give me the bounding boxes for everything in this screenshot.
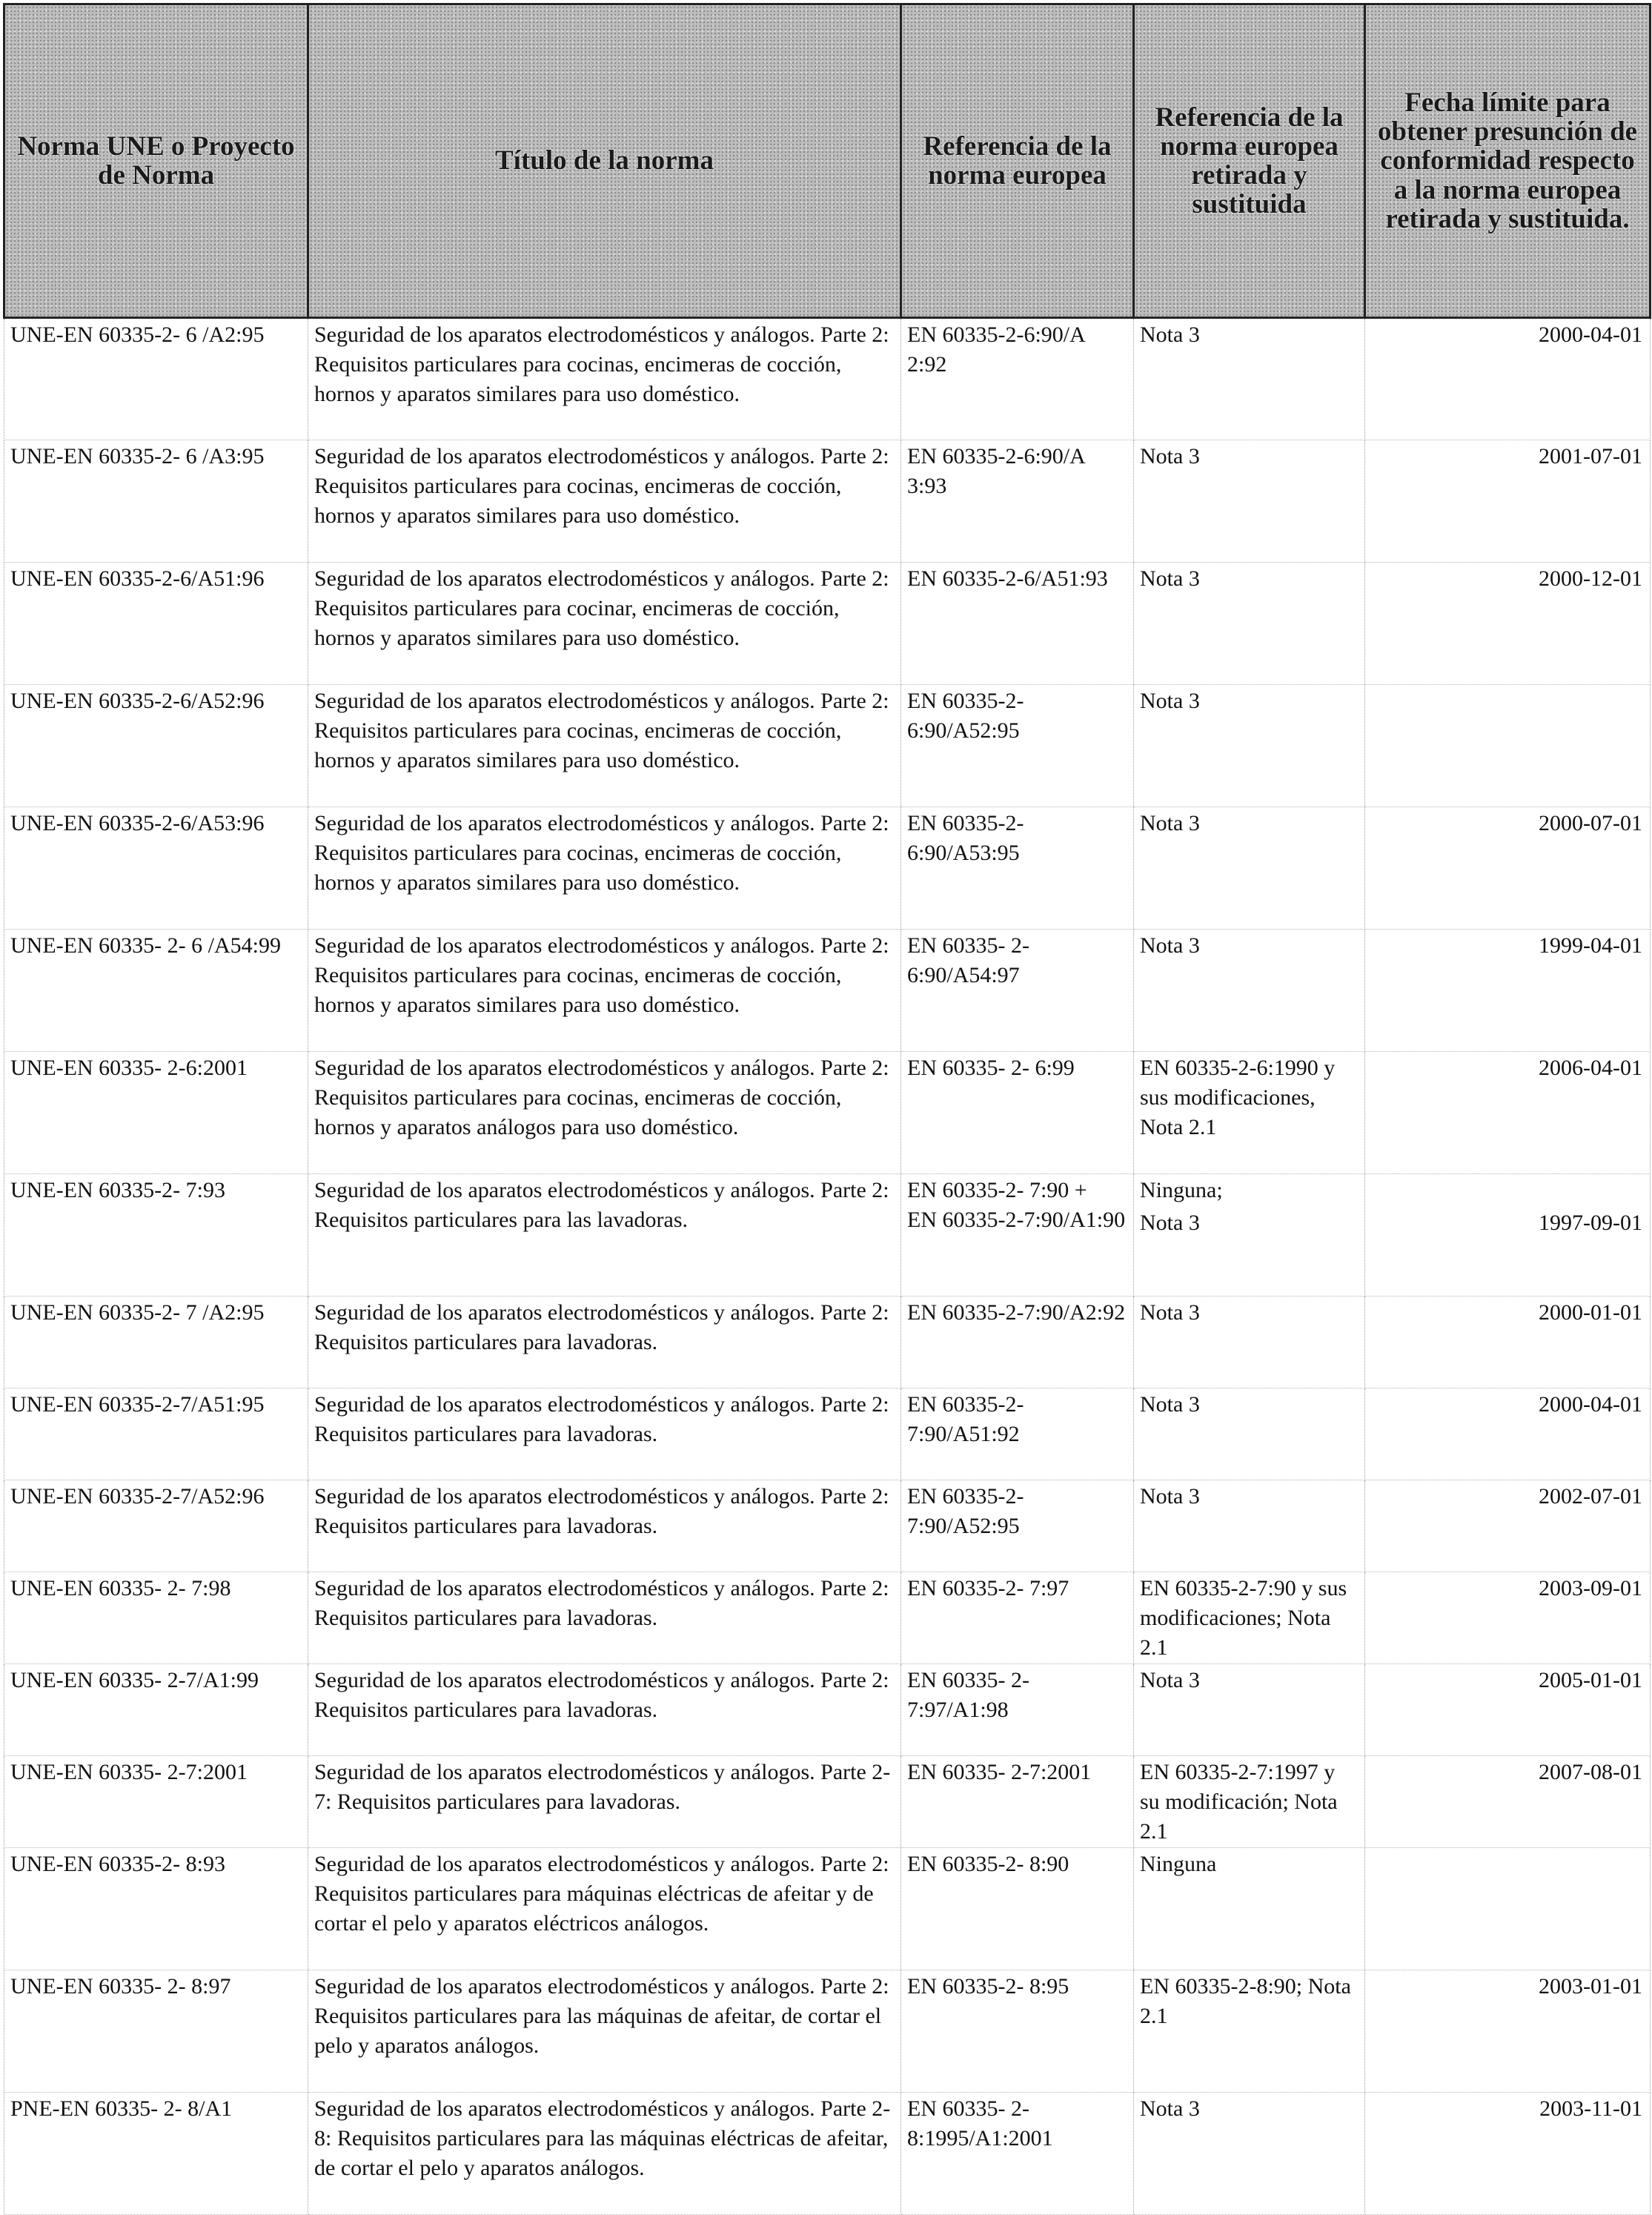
cell-norma: UNE-EN 60335- 2- 6 /A54:99 <box>4 930 308 1052</box>
header-fecha-limite: Fecha límite para obtener presunción de conformidad respecto a la norma europea retirada y sustituida. <box>1365 4 1651 318</box>
header-titulo: Título de la norma <box>308 4 901 318</box>
header-referencia-retirada: Referencia de la norma europea retirada y sustituida <box>1134 4 1365 318</box>
table-row <box>4 1848 1651 1970</box>
cell-fecha-line <box>1371 1176 1642 1205</box>
cell-norma: UNE-EN 60335-2-7/A51:95 <box>4 1388 308 1480</box>
cell-norma: UNE-EN 60335-2- 6 /A2:95 <box>4 318 308 440</box>
table-row <box>4 563 1651 685</box>
cell-titulo: Seguridad de los aparatos electrodomésticos y análogos. Parte 2: Requisitos particulares para lavadoras. <box>308 1297 901 1388</box>
cell-fecha: 2006-04-01 <box>1365 1052 1651 1174</box>
cell-retirada: Nota 3 <box>1134 563 1365 685</box>
cell-titulo: Seguridad de los aparatos electrodomésticos y análogos. Parte 2: Requisitos particulares para cocinas, encimeras de cocción, hornos y aparatos similares para uso doméstico. <box>308 807 901 930</box>
cell-referencia: EN 60335-2-7:90/A2:92 <box>901 1297 1134 1388</box>
cell-norma: UNE-EN 60335-2-6/A51:96 <box>4 563 308 685</box>
cell-referencia: EN 60335- 2-6:90/A54:97 <box>901 930 1134 1052</box>
cell-retirada: EN 60335-2-6:1990 y sus modificaciones, Nota 2.1 <box>1134 1052 1365 1174</box>
cell-referencia: EN 60335-2-6:90/A 3:93 <box>901 440 1134 563</box>
cell-retirada: EN 60335-2-7:90 y sus modificaciones; Nota 2.1 <box>1134 1572 1365 1664</box>
cell-fecha: 2000-04-01 <box>1365 318 1651 440</box>
cell-fecha: 2003-09-01 <box>1365 1572 1651 1664</box>
cell-titulo: Seguridad de los aparatos electrodomésticos y análogos. Parte 2: Requisitos particulares para lavadoras. <box>308 1572 901 1664</box>
cell-titulo: Seguridad de los aparatos electrodomésticos y análogos. Parte 2: Requisitos particulares para lavadoras. <box>308 1388 901 1480</box>
cell-titulo: Seguridad de los aparatos electrodomésticos y análogos. Parte 2-7: Requisitos particulares para lavadoras. <box>308 1756 901 1848</box>
cell-referencia: EN 60335-2- 7:97 <box>901 1572 1134 1664</box>
cell-retirada: Nota 3 <box>1134 318 1365 440</box>
table-row <box>4 1388 1651 1480</box>
cell-retirada: Nota 3 <box>1134 2093 1365 2215</box>
cell-retirada: Nota 3 <box>1134 440 1365 563</box>
cell-norma: UNE-EN 60335-2- 6 /A3:95 <box>4 440 308 563</box>
table-row <box>4 2093 1651 2215</box>
cell-fecha: 2002-07-01 <box>1365 1480 1651 1572</box>
cell-fecha: 1999-04-01 <box>1365 930 1651 1052</box>
cell-referencia: EN 60335-2-7:90/A52:95 <box>901 1480 1134 1572</box>
table-row <box>4 1664 1651 1756</box>
cell-titulo: Seguridad de los aparatos electrodomésticos y análogos. Parte 2: Requisitos particulares para cocinas, encimeras de cocción, hornos y aparatos análogos para uso doméstico. <box>308 1052 901 1174</box>
cell-fecha: 2000-12-01 <box>1365 563 1651 685</box>
cell-retirada: Nota 3 <box>1134 685 1365 807</box>
table-row <box>4 1970 1651 2093</box>
cell-norma: UNE-EN 60335- 2- 7:98 <box>4 1572 308 1664</box>
header-norma-une: Norma UNE o Proyecto de Norma <box>4 4 308 318</box>
cell-norma: UNE-EN 60335- 2- 8:97 <box>4 1970 308 2093</box>
cell-fecha: 2000-04-01 <box>1365 1388 1651 1480</box>
cell-referencia-line: EN 60335-2- 7:90 + <box>907 1178 1087 1202</box>
standards-table <box>3 3 1651 2215</box>
cell-norma: UNE-EN 60335-2-6/A53:96 <box>4 807 308 930</box>
cell-retirada-line: Ninguna; <box>1140 1178 1223 1202</box>
cell-fecha <box>1365 1174 1651 1297</box>
table-row <box>4 1756 1651 1848</box>
cell-retirada: Ninguna <box>1134 1848 1365 1970</box>
cell-retirada-line: Nota 3 <box>1140 1210 1200 1235</box>
cell-referencia <box>901 1174 1134 1297</box>
cell-referencia: EN 60335- 2-7:97/A1:98 <box>901 1664 1134 1756</box>
cell-referencia: EN 60335-2-6/A51:93 <box>901 563 1134 685</box>
cell-titulo: Seguridad de los aparatos electrodomésticos y análogos. Parte 2: Requisitos particulares para lavadoras. <box>308 1480 901 1572</box>
cell-retirada: Nota 3 <box>1134 1664 1365 1756</box>
cell-referencia: EN 60335-2- 8:90 <box>901 1848 1134 1970</box>
cell-norma: UNE-EN 60335-2- 7:93 <box>4 1174 308 1297</box>
cell-fecha <box>1365 1848 1651 1970</box>
table-row <box>4 1297 1651 1388</box>
table-row <box>4 1052 1651 1174</box>
cell-referencia-line: EN 60335-2-7:90/A1:90 <box>907 1207 1126 1232</box>
cell-retirada <box>1134 1174 1365 1297</box>
cell-titulo: Seguridad de los aparatos electrodomésticos y análogos. Parte 2: Requisitos particulares para las lavadoras. <box>308 1174 901 1297</box>
cell-fecha: 2007-08-01 <box>1365 1756 1651 1848</box>
table-row <box>4 440 1651 563</box>
cell-fecha: 2001-07-01 <box>1365 440 1651 563</box>
table-row <box>4 1572 1651 1664</box>
cell-fecha: 2003-11-01 <box>1365 2093 1651 2215</box>
cell-retirada: Nota 3 <box>1134 1388 1365 1480</box>
table-row <box>4 685 1651 807</box>
table-body <box>4 318 1651 2215</box>
cell-referencia: EN 60335- 2-8:1995/A1:2001 <box>901 2093 1134 2215</box>
cell-titulo: Seguridad de los aparatos electrodomésticos y análogos. Parte 2-8: Requisitos particulares para las máquinas eléctricas de afeitar, de cortar el pelo y aparatos análogos. <box>308 2093 901 2215</box>
cell-referencia: EN 60335-2-7:90/A51:92 <box>901 1388 1134 1480</box>
table-row <box>4 1174 1651 1297</box>
cell-norma: UNE-EN 60335- 2-7/A1:99 <box>4 1664 308 1756</box>
cell-retirada: EN 60335-2-7:1997 y su modificación; Nota 2.1 <box>1134 1756 1365 1848</box>
cell-referencia: EN 60335- 2-7:2001 <box>901 1756 1134 1848</box>
header-row <box>4 4 1651 318</box>
cell-titulo: Seguridad de los aparatos electrodomésticos y análogos. Parte 2: Requisitos particulares para cocinar, encimeras de cocción, hornos y aparatos similares para uso doméstico. <box>308 563 901 685</box>
cell-fecha: 2005-01-01 <box>1365 1664 1651 1756</box>
cell-norma: UNE-EN 60335-2-6/A52:96 <box>4 685 308 807</box>
cell-referencia: EN 60335-2-6:90/A52:95 <box>901 685 1134 807</box>
cell-referencia: EN 60335-2- 8:95 <box>901 1970 1134 2093</box>
header-referencia-europea: Referencia de la norma europea <box>901 4 1134 318</box>
cell-norma: UNE-EN 60335-2- 8:93 <box>4 1848 308 1970</box>
table-header <box>4 4 1651 318</box>
cell-norma: PNE-EN 60335- 2- 8/A1 <box>4 2093 308 2215</box>
table-row <box>4 1480 1651 1572</box>
cell-retirada: EN 60335-2-8:90; Nota 2.1 <box>1134 1970 1365 2093</box>
cell-retirada: Nota 3 <box>1134 1480 1365 1572</box>
cell-titulo: Seguridad de los aparatos electrodomésticos y análogos. Parte 2: Requisitos particulares para las máquinas de afeitar, de cortar el pelo y aparatos análogos. <box>308 1970 901 2093</box>
cell-retirada: Nota 3 <box>1134 1297 1365 1388</box>
cell-titulo: Seguridad de los aparatos electrodomésticos y análogos. Parte 2: Requisitos particulares para máquinas eléctricas de afeitar y de cortar el pelo y aparatos eléctricos análogos. <box>308 1848 901 1970</box>
cell-retirada: Nota 3 <box>1134 807 1365 930</box>
table-row <box>4 930 1651 1052</box>
cell-fecha-line: 1997-09-01 <box>1539 1211 1642 1235</box>
cell-norma: UNE-EN 60335- 2-6:2001 <box>4 1052 308 1174</box>
cell-titulo: Seguridad de los aparatos electrodomésticos y análogos. Parte 2: Requisitos particulares para lavadoras. <box>308 1664 901 1756</box>
cell-referencia: EN 60335- 2- 6:99 <box>901 1052 1134 1174</box>
cell-norma: UNE-EN 60335- 2-7:2001 <box>4 1756 308 1848</box>
cell-titulo: Seguridad de los aparatos electrodomésticos y análogos. Parte 2: Requisitos particulares para cocinas, encimeras de cocción, hornos y aparatos similares para uso doméstico. <box>308 930 901 1052</box>
cell-norma: UNE-EN 60335-2-7/A52:96 <box>4 1480 308 1572</box>
cell-referencia: EN 60335-2-6:90/A 2:92 <box>901 318 1134 440</box>
table-row <box>4 318 1651 440</box>
cell-fecha: 2003-01-01 <box>1365 1970 1651 2093</box>
cell-fecha <box>1365 685 1651 807</box>
cell-titulo: Seguridad de los aparatos electrodomésticos y análogos. Parte 2: Requisitos particulares para cocinas, encimeras de cocción, hornos y aparatos similares para uso doméstico. <box>308 318 901 440</box>
cell-titulo: Seguridad de los aparatos electrodomésticos y análogos. Parte 2: Requisitos particulares para cocinas, encimeras de cocción, hornos y aparatos similares para uso doméstico. <box>308 440 901 563</box>
table-row <box>4 807 1651 930</box>
cell-referencia: EN 60335-2-6:90/A53:95 <box>901 807 1134 930</box>
cell-fecha: 2000-01-01 <box>1365 1297 1651 1388</box>
cell-retirada: Nota 3 <box>1134 930 1365 1052</box>
cell-titulo: Seguridad de los aparatos electrodomésticos y análogos. Parte 2: Requisitos particulares para cocinas, encimeras de cocción, hornos y aparatos similares para uso doméstico. <box>308 685 901 807</box>
cell-norma: UNE-EN 60335-2- 7 /A2:95 <box>4 1297 308 1388</box>
cell-fecha: 2000-07-01 <box>1365 807 1651 930</box>
